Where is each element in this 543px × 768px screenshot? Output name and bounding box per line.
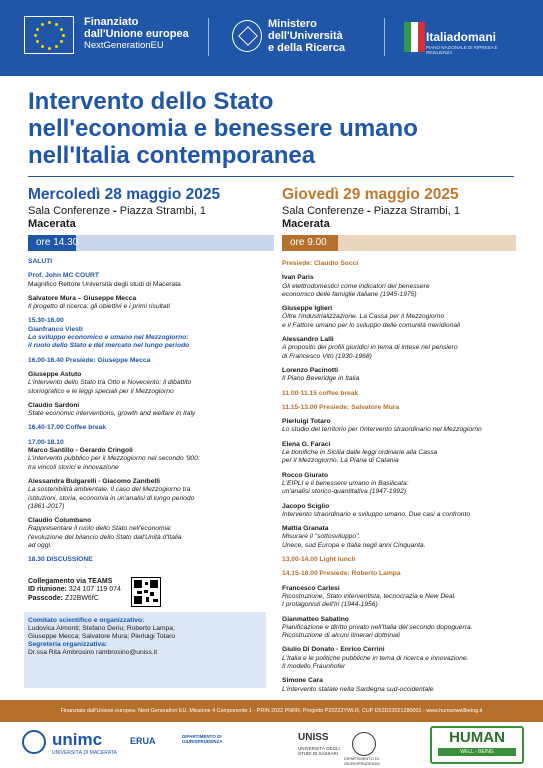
day2-talk bbox=[282, 616, 518, 641]
page-title: Intervento dello Stato nell'economia e benessere umano nell'Italia contemporanea bbox=[28, 88, 418, 169]
unimc-seal-icon bbox=[22, 730, 46, 754]
talk-title: Le bonifiche in Sicilia dalle leggi ordinarie alla Cassa per il Mezzogiorno. La Piana di Catania bbox=[282, 449, 438, 465]
teams-info: Collegamento via TEAMS ID riunione: 324 107 119 074 Passcode: ZJ2BW6fC bbox=[28, 578, 121, 602]
day2-talk bbox=[282, 418, 518, 435]
day1-talk bbox=[28, 371, 272, 396]
speaker-name: 15.30-16.00 Gianfranco Viesti bbox=[28, 317, 83, 333]
teams-label: Collegamento via TEAMS bbox=[28, 578, 113, 585]
talk-title: Pianificazione e diritto privato nell'Italia del secondo dopoguerra. Ricostruzione di alcuni itinerari dottrinali bbox=[282, 623, 473, 640]
footer-logos bbox=[0, 722, 543, 768]
day1-talk bbox=[28, 272, 272, 289]
speaker-name: Francesco Carlesi bbox=[282, 584, 340, 592]
speaker-name: Claudio Sardoni bbox=[28, 401, 80, 409]
day2-talk bbox=[282, 677, 518, 694]
day2-session-header: 11.15-13.00 Presiede: Salvatore Mura bbox=[282, 403, 400, 411]
qr-code-icon[interactable] bbox=[131, 577, 161, 607]
day1-talk bbox=[28, 295, 272, 312]
day2-talk bbox=[282, 585, 518, 610]
day2-talk bbox=[282, 646, 518, 671]
republic-emblem-icon bbox=[232, 20, 262, 52]
speaker-name: Ivan Paris bbox=[282, 274, 314, 282]
day1-talk bbox=[28, 439, 272, 472]
day2-talk bbox=[282, 274, 518, 299]
day1-session-header: 16.40-17.00 Coffee break bbox=[28, 424, 107, 432]
talk-title: State economic interventions, growth and welfare in Italy bbox=[28, 410, 196, 418]
unimc-logo: unimc bbox=[52, 730, 103, 749]
uniss-dept-seal-icon bbox=[352, 732, 376, 756]
day1-venue: Sala Conferenze - Piazza Strambi, 1 bbox=[28, 205, 206, 217]
ministry-text: Ministero dell'Università e della Ricerca bbox=[268, 18, 346, 54]
unimc-subtitle: UNIVERSITÀ DI MACERATA bbox=[52, 750, 117, 756]
speaker-name: Claudio Columbano bbox=[28, 517, 92, 525]
talk-title: Il Piano Beveridge in Italia bbox=[282, 375, 360, 383]
talk-title: Lo sviluppo economico e umano nel Mezzogiorno: il ruolo dello Stato e del mercato nel lungo periodo bbox=[28, 334, 190, 350]
speaker-name: Giuseppe Astuto bbox=[28, 370, 82, 378]
talk-title: Lo studio del territorio per l'intervento straordinario nel Mezzogiorno bbox=[282, 426, 482, 434]
header-divider bbox=[384, 18, 385, 56]
day2-talk bbox=[282, 525, 518, 550]
day1-session-header: SALUTI bbox=[28, 258, 53, 265]
day2-talk bbox=[282, 503, 518, 520]
italy-flag-icon bbox=[404, 22, 424, 52]
speaker-name: Elena G. Faraci bbox=[282, 440, 331, 448]
day2-venue: Sala Conferenze - Piazza Strambi, 1 bbox=[282, 205, 460, 217]
talk-title: Misurare il "sottosviluppo". Unece, sud Europa e Italia negli anni Cinquanta. bbox=[282, 533, 426, 549]
day2-talk bbox=[282, 367, 518, 384]
day2-program bbox=[282, 260, 518, 700]
day2-city: Macerata bbox=[282, 218, 330, 230]
talk-title: Magnifico Rettore Università degli studi di Macerata bbox=[28, 280, 181, 288]
day2-session-header: 11.00-11.15 coffee break bbox=[282, 389, 359, 397]
day2-talk bbox=[282, 305, 518, 330]
secretary-contact: Dr.ssa Rita Ambrosino rambrosino@uniss.it bbox=[28, 649, 158, 656]
uniss-dept-label: DIPARTIMENTO DI GIURISPRUDENZA bbox=[344, 756, 380, 766]
day1-program bbox=[28, 258, 272, 571]
speaker-name: Salvatore Mura – Giuseppe Mecca bbox=[28, 294, 137, 302]
speaker-name: Alessandra Bulgarelli - Giacomo Zanibelli bbox=[28, 477, 160, 485]
title-divider bbox=[28, 176, 514, 177]
erua-logo: ERUA bbox=[130, 736, 156, 746]
eu-flag-icon bbox=[24, 16, 74, 54]
speaker-name: Lorenzo Pacinotti bbox=[282, 366, 339, 374]
italiadomani-logo: Italiadomani bbox=[426, 30, 497, 44]
header-divider bbox=[208, 18, 209, 56]
talk-title: La sostenibilità ambientale. Il caso del Mezzogiorno tra istituzioni, storia, economia in un'analisi di lungo periodo (1861-2017) bbox=[28, 486, 195, 510]
day1-session-header: 18.30 DISCUSSIONE bbox=[28, 556, 93, 564]
speaker-name: Gianmatteo Sabatino bbox=[282, 615, 349, 623]
speaker-name: Giulio Di Donato - Enrico Cerrini bbox=[282, 646, 385, 654]
day2-talk bbox=[282, 441, 518, 466]
speaker-name: Mattia Granata bbox=[282, 525, 329, 533]
day2-session-header: Presiede: Claudio Socci bbox=[282, 260, 359, 267]
uniss-logo: UNISS bbox=[298, 732, 329, 743]
talk-title: Rappresentare il ruolo dello Stato nell'economia: l'evoluzione del bilancio dello Stato dall'Unità d'Italia ad oggi. bbox=[28, 525, 182, 550]
committee-box: Comitato scientifico e organizzativo: Ludovica Almonti; Stefano Deriu; Roberto Lampa; Giuseppe Mecca; Salvatore Mura; Pierluigi Totaro Segreteria organizzativa: Dr.ssa Rita Ambrosino rambrosino@uniss.it bbox=[24, 612, 266, 688]
talk-title: A proposito dei profili giuridici in tema di intese nel pensiero di Francesco Vito (1930-1968) bbox=[282, 344, 458, 360]
talk-title: Ricostruzione, Stato interventista, tecnocrazia e New Deal. I protagonisti dell'Iri (1944-1956) bbox=[282, 592, 456, 609]
day1-time: ore 14.30 bbox=[28, 235, 274, 251]
speaker-name: Jacopo Sciglio bbox=[282, 502, 330, 510]
day1-talk bbox=[28, 478, 272, 511]
speaker-name: 17.00-18.10 Marco Santillo - Gerardo Cringoli bbox=[28, 438, 133, 455]
dept-logo: DIPARTIMENTO DI GIURISPRUDENZA bbox=[182, 734, 223, 744]
eu-funding-text: Finanziato dall'Unione europea NextGenerationEU bbox=[84, 16, 189, 51]
talk-title: L'intervento dello Stato tra Otto e Novecento: il dibattito storiografico e le leggi speciali per il Mezzogiorno bbox=[28, 379, 192, 395]
human-wellbeing-logo: HUMAN WELL - BEING bbox=[430, 726, 524, 764]
talk-title: L'intervento statale nella Sardegna sud-occidentale bbox=[282, 685, 434, 693]
committee-members: Ludovica Almonti; Stefano Deriu; Roberto Lampa; Giuseppe Mecca; Salvatore Mura; Pierluigi Totaro bbox=[28, 625, 176, 640]
uniss-subtitle: UNIVERSITÀ DEGLI STUDI DI SASSARI bbox=[298, 746, 340, 756]
day2-session-header: 13.00-14.00 Light lunch bbox=[282, 556, 356, 564]
talk-title: L'Italia e le politiche pubbliche in tema di ricerca e innovazione. Il modello Fraunhofer bbox=[282, 654, 469, 670]
italiadomani-subtitle: PIANO NAZIONALE DI RIPRESA E RESILIENZA bbox=[426, 45, 498, 55]
talk-title: Gli elettrodomestici come indicatori del benessere economico delle famiglie italiane (1945-1975) bbox=[282, 282, 430, 298]
day2-time: ore 9.00 bbox=[282, 235, 516, 251]
speaker-name: Rocco Giurato bbox=[282, 471, 329, 479]
day2-talk bbox=[282, 472, 518, 497]
funding-footer: Finanziato dall'Unione europea- Next Generation EU, Missione 4 Componente 1 - PRIN 2022 PNRR, Progetto P20223YWLR, CUP D53D23021280001 - www.humanwellbeing.it bbox=[0, 700, 543, 722]
day1-talk bbox=[28, 402, 272, 419]
talk-title: Il progetto di ricerca: gli obiettivi e i primi risultati bbox=[28, 303, 170, 311]
day2-talk bbox=[282, 336, 518, 361]
day1-talk bbox=[28, 317, 272, 350]
speaker-name: Simone Cara bbox=[282, 677, 323, 685]
day1-session-header: 16.00-16.40 Presiede: Giuseppe Mecca bbox=[28, 356, 151, 364]
talk-title: Oltre l'industrializzazione. La Cassa per il Mezzogiorno e il Fattore umano per lo sviluppo delle comunità meridionali bbox=[282, 313, 461, 329]
teams-id: 324 107 119 074 bbox=[68, 586, 121, 594]
talk-title: L'EIPLI e il benessere umano in Basilicata: un'analisi storico-quantitativa (1947-1992) bbox=[282, 479, 409, 496]
day1-talk bbox=[28, 517, 272, 550]
talk-title: Intervento straordinario e sviluppo umano. Due casi a confronto bbox=[282, 510, 471, 518]
speaker-name: Prof. John MC COURT bbox=[28, 272, 99, 280]
day1-city: Macerata bbox=[28, 218, 76, 230]
day2-date: Giovedì 29 maggio 2025 bbox=[282, 186, 459, 203]
speaker-name: Giuseppe Iglieri bbox=[282, 305, 333, 313]
day1-date: Mercoledì 28 maggio 2025 bbox=[28, 186, 221, 203]
day2-session-header: 14.15-16.00 Presiede: Roberto Lampa bbox=[282, 570, 401, 578]
teams-passcode: ZJ2BW6fC bbox=[64, 594, 99, 602]
top-banner bbox=[0, 0, 543, 76]
talk-title: L'intervento pubblico per il Mezzogiorno nel secondo '900: tra vincoli storici e innovazione bbox=[28, 455, 200, 471]
speaker-name: Pierluigi Totaro bbox=[282, 418, 331, 426]
speaker-name: Alessandro Lalli bbox=[282, 336, 334, 344]
